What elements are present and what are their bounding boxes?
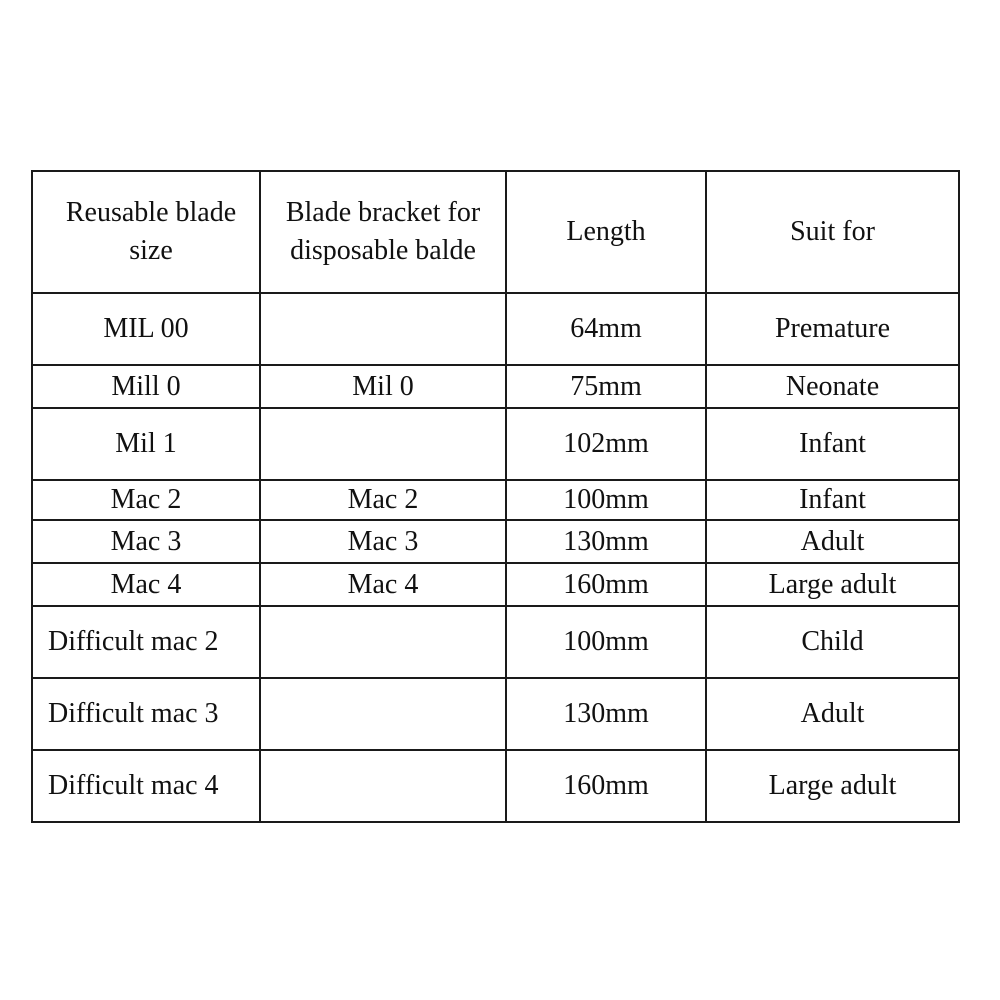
header-length: Length [506, 171, 706, 293]
cell-length: 64mm [506, 293, 706, 365]
cell-bracket [260, 750, 506, 822]
cell-length: 100mm [506, 606, 706, 678]
table-row [32, 293, 959, 365]
table-row [32, 678, 959, 750]
cell-length: 75mm [506, 365, 706, 408]
cell-bracket: Mac 2 [260, 480, 506, 520]
cell-suit: Infant [706, 408, 959, 480]
table-row [32, 520, 959, 563]
cell-bracket [260, 678, 506, 750]
table-row [32, 750, 959, 822]
blade-size-table [31, 170, 960, 823]
cell-length: 102mm [506, 408, 706, 480]
cell-length: 160mm [506, 563, 706, 606]
cell-length: 130mm [506, 678, 706, 750]
header-suit-for: Suit for [706, 171, 959, 293]
header-blade-bracket: Blade bracket for disposable balde [260, 171, 506, 293]
cell-reusable: Mil 1 [32, 408, 260, 480]
cell-reusable: Mac 3 [32, 520, 260, 563]
cell-reusable: MIL 00 [32, 293, 260, 365]
cell-suit: Infant [706, 480, 959, 520]
cell-reusable: Difficult mac 4 [32, 750, 260, 822]
cell-bracket: Mil 0 [260, 365, 506, 408]
header-reusable-blade-size: Reusable blade size [32, 171, 260, 293]
cell-suit: Adult [706, 678, 959, 750]
cell-length: 160mm [506, 750, 706, 822]
table-header-row [32, 171, 959, 293]
cell-reusable: Mac 4 [32, 563, 260, 606]
cell-suit: Child [706, 606, 959, 678]
table-row [32, 480, 959, 520]
table-row [32, 408, 959, 480]
table-row [32, 563, 959, 606]
cell-bracket: Mac 3 [260, 520, 506, 563]
cell-suit: Adult [706, 520, 959, 563]
cell-reusable: Mac 2 [32, 480, 260, 520]
cell-bracket [260, 408, 506, 480]
cell-bracket [260, 293, 506, 365]
cell-reusable: Difficult mac 3 [32, 678, 260, 750]
cell-suit: Large adult [706, 750, 959, 822]
cell-bracket [260, 606, 506, 678]
cell-reusable: Mill 0 [32, 365, 260, 408]
cell-length: 100mm [506, 480, 706, 520]
cell-suit: Neonate [706, 365, 959, 408]
cell-reusable: Difficult mac 2 [32, 606, 260, 678]
cell-suit: Premature [706, 293, 959, 365]
cell-suit: Large adult [706, 563, 959, 606]
table-row [32, 365, 959, 408]
table-row [32, 606, 959, 678]
cell-bracket: Mac 4 [260, 563, 506, 606]
cell-length: 130mm [506, 520, 706, 563]
